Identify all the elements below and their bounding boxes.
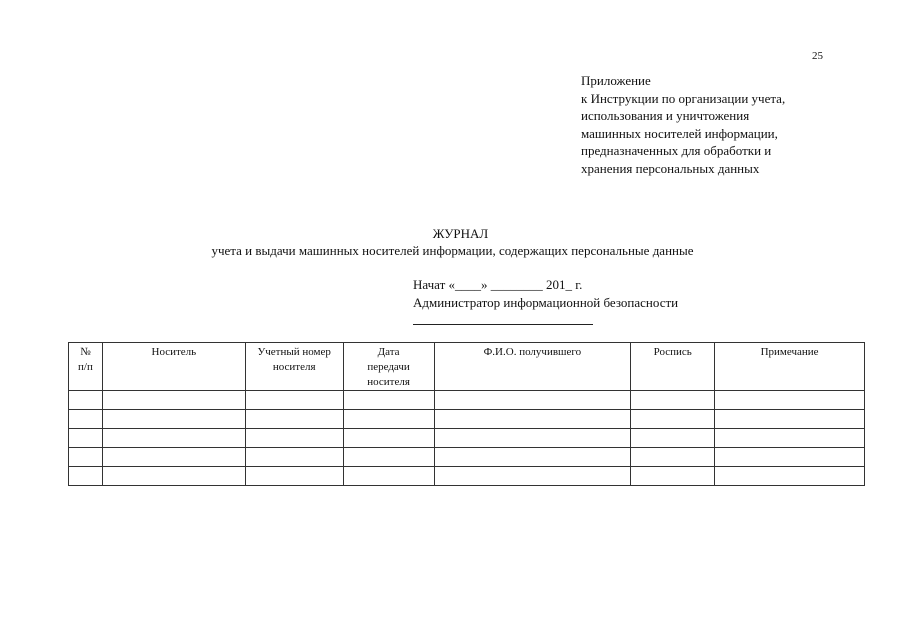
appendix-line: хранения персональных данных (581, 160, 760, 176)
journal-table (68, 342, 865, 486)
appendix-note (581, 72, 785, 177)
journal-title: ЖУРНАЛ (432, 226, 489, 241)
table-body (69, 391, 865, 486)
page-number: 25 (812, 50, 823, 62)
header-note: Примечание (715, 343, 865, 391)
appendix-line: предназначенных для обработки и (581, 143, 772, 158)
table-row (69, 391, 865, 410)
header-transfer-date: Дата передачи носителя (343, 343, 434, 391)
header-recipient-name: Ф.И.О. получившего (434, 343, 631, 391)
header-account-number: Учетный номер носителя (245, 343, 343, 391)
started-block (413, 276, 678, 325)
started-date-line: Начат «____» ________ 201_ г. (413, 277, 583, 292)
header-number: № п/п (69, 343, 103, 391)
admin-signature-line (413, 312, 593, 325)
table-row (69, 429, 865, 448)
header-signature: Роспись (631, 343, 715, 391)
table-row (69, 410, 865, 429)
journal-subtitle: учета и выдачи машинных носителей информации, содержащих персональные данные (211, 243, 694, 258)
appendix-line: к Инструкции по организации учета, (581, 90, 786, 106)
header-medium: Носитель (102, 343, 245, 391)
appendix-line: Приложение (581, 73, 651, 88)
admin-label: Администратор информационной безопасности (413, 295, 679, 310)
table-row (69, 467, 865, 486)
table-header-row (69, 343, 865, 391)
appendix-line: использования и уничтожения (581, 108, 750, 123)
appendix-line: машинных носителей информации, (581, 125, 778, 141)
table-row (69, 448, 865, 467)
